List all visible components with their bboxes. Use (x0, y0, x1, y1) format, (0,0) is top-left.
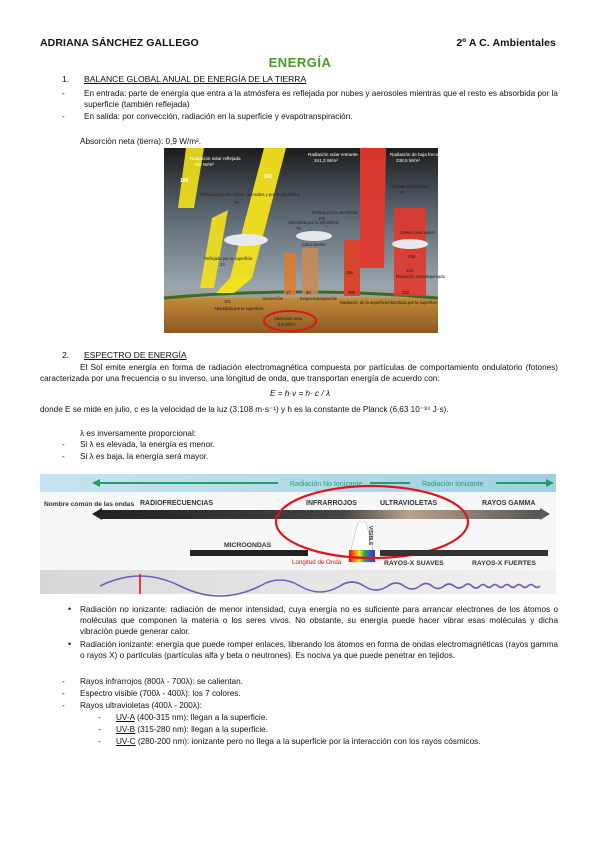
cloud (296, 231, 332, 241)
rays-list (62, 676, 562, 747)
list-item (68, 604, 558, 637)
page-title: ENERGÍA (268, 55, 332, 70)
list-item (62, 688, 562, 699)
net-absorption-text: Absorción neta (tierra): 0,9 W/m². (80, 137, 202, 146)
cloud (224, 234, 268, 246)
list-item (62, 111, 558, 122)
list-item (62, 700, 562, 711)
cloud (392, 239, 428, 249)
bottom-value: 333 (402, 290, 409, 295)
infrared-label: INFRARROJOS (306, 500, 357, 507)
microwave-label: MICROONDAS (224, 542, 272, 549)
latent-heat-bar (302, 248, 318, 295)
emitted-atm-value: 169 (318, 216, 325, 221)
uv-text: (400-315 nm): llegan a la superficie. (134, 713, 268, 722)
incoming-value: 341,3 W/m² (314, 158, 338, 163)
energy-balance-diagram (164, 148, 467, 333)
wave-band (102, 510, 540, 519)
dash-marker: - (62, 440, 65, 449)
dash-marker: - (98, 737, 101, 746)
formula-explanation: donde E se mide en julio, c es la velocidad de la luz (3.108 m·s⁻¹) y h es la constante de Planck (6,63 10⁻³⁴ J·s). (40, 405, 449, 414)
convection-bar (284, 253, 296, 295)
dash-marker: - (98, 725, 101, 734)
inverse-title: λ es inversamente proporcional: (80, 429, 197, 438)
mid-value: 356 (346, 270, 353, 275)
bottom-value: 396 (348, 290, 355, 295)
soft-xray-label: RAYOS-X SUAVES (384, 560, 444, 567)
list-item-text: Si λ es baja, la energía será mayor. (80, 452, 209, 461)
radiation-bullets (68, 604, 558, 661)
wave-strip (40, 570, 556, 594)
list-item-text: En entrada: parte de energía que entra a la atmósfera es reflejada por nubes y aerosoles mientras que el resto es absorbida por la superficie (también reflejada) (84, 89, 558, 109)
section-2-intro: El Sol emite energía en forma de radiación electromagnética compuesta por partículas de comportamiento ondulatorio (fotones) caracterizada por una frecuencia o su inverso, una longitud de onda, que transportan energía de acuerdo con: (40, 363, 558, 383)
emitted-atm-label: Emitida por la atmósfera (312, 210, 358, 215)
net-absorption-value: 0,9 W/m² (278, 322, 295, 327)
microwave-band (190, 550, 308, 556)
uv-item (62, 712, 562, 723)
window-value: 40 (400, 190, 405, 195)
visible-label: VISIBLE (367, 526, 373, 546)
incoming-label: Radiación solar entrante (308, 152, 358, 157)
list-item-text: Radiación no ionizante: radiación de menor intensidad, cuya energía no es suficiente para arrancar electrones de los átomos o moléculas que componen la materia o los seres vivos. No obstante, su energía puede hacer vibrar esas moléculas y dicha vibración puede generar calor. (80, 605, 558, 636)
list-item-text: Rayos infrarrojos (800λ - 700λ): se calientan. (80, 677, 243, 686)
uv-item (62, 736, 562, 747)
uv-text: (315-280 nm): llegan a la superficie. (135, 725, 269, 734)
absorbed-atm-value: 78 (296, 226, 301, 231)
ultraviolet-label: ULTRAVIOLETAS (380, 500, 438, 507)
section-2-number: 2. (62, 350, 70, 360)
section-1-number: 1. (62, 74, 70, 84)
incoming-beam-value: 341 (264, 174, 273, 180)
list-item (62, 439, 462, 450)
bottom-label: Absorbida por la superficie (214, 306, 264, 311)
list-item (62, 88, 558, 110)
surface-reflected-value: 23 (220, 262, 225, 267)
dash-marker: - (62, 701, 65, 710)
clouds-reflected-label: Reflejada por las nubes, aerosoles y por la atmósfera (200, 192, 300, 197)
bottom-label: Absorbida por la superficie (388, 300, 438, 305)
list-item-text: Si λ es elevada, la energía es menor. (80, 440, 215, 449)
xray-band (380, 550, 548, 556)
author-name: ADRIANA SÁNCHEZ GALLEGO (40, 37, 199, 49)
wavelength-label: Longitud de Onda (292, 559, 342, 566)
bottom-label: Radiación de la superficie (340, 300, 388, 305)
inverse-list (62, 439, 462, 462)
list-item (62, 451, 462, 462)
course-name: 2º A C. Ambientales (456, 37, 556, 49)
mid-value: 239 (408, 254, 415, 259)
dash-marker: - (62, 689, 65, 698)
window-label: Ventana atmosférica (390, 184, 429, 189)
outgoing-label: Radiación de baja frecuencia saliente (390, 152, 467, 157)
bullet-marker: • (68, 639, 72, 649)
reflected-value: 100 W/m² (194, 162, 214, 167)
radiofrequency-label: RADIOFRECUENCIAS (140, 500, 214, 507)
greenhouse-label: Gases invernadero (400, 230, 436, 235)
absorbed-atm-label: Absorbida por la atmósfera (288, 220, 339, 225)
dash-marker: - (62, 452, 65, 461)
list-item (68, 639, 558, 661)
section-1-title: BALANCE GLOBAL ANUAL DE ENERGÍA DE LA TIERRA (84, 74, 307, 84)
list-item-text: Radiación ionizante: energía que puede romper enlaces, liberando los átomos en forma de ondas electromagnéticas (rayos gamma o rayos X) o partículas (partículas alfa y beta o neutrones). Es nociva ya que puede penetrar en tejidos. (80, 640, 558, 660)
section-2-title: ESPECTRO DE ENERGÍA (84, 350, 187, 360)
list-item-text: Rayos ultravioletas (400λ - 200λ): (80, 701, 202, 710)
back-radiation-value: 333 (406, 268, 413, 273)
section-1-list (62, 88, 558, 122)
outgoing-value: 238,5 W/m² (396, 158, 420, 163)
common-name-label: Nombre común de las ondas (44, 501, 135, 508)
latent-heat-label: Calor latente (302, 242, 326, 247)
list-item (62, 676, 562, 687)
bottom-label: Evapo-transpiración (300, 296, 338, 301)
uv-item (62, 724, 562, 735)
bullet-marker: • (68, 604, 72, 614)
uv-name: UV-B (116, 725, 136, 734)
outgoing-longwave-beam (360, 148, 386, 268)
non-ionizing-label: Radiación No Ionizante (290, 481, 363, 488)
visible-rainbow (349, 550, 375, 562)
uv-name: UV-A (116, 713, 135, 722)
energy-formula: E = h·ν = h· c / λ (270, 389, 330, 398)
dash-marker: - (62, 89, 65, 98)
reflected-label: Radiación solar reflejada (190, 156, 241, 161)
uv-text: (280-200 nm): ionizante pero no llega a la superficie por la interacción con los rayos cósmicos. (135, 737, 481, 746)
section-2-heading (62, 350, 187, 360)
bottom-value: 17 (286, 290, 291, 295)
dash-marker: - (98, 713, 101, 722)
gamma-label: RAYOS GAMMA (482, 500, 536, 507)
hard-xray-label: RAYOS-X FUERTES (472, 560, 536, 567)
clouds-value: 79 (234, 200, 239, 205)
reflected-beam-value: 100 (180, 178, 189, 184)
bottom-value: 80 (306, 290, 311, 295)
back-radiation-label: Radiación retrodispersada (396, 274, 445, 279)
bottom-value: 161 (224, 299, 231, 304)
ionizing-label: Radiación Ionizante (422, 481, 484, 488)
back-radiation-beam (394, 208, 426, 296)
bottom-label: convección (262, 296, 283, 301)
list-item-text: Espectro visible (700λ - 400λ): los 7 colores. (80, 689, 241, 698)
spectrum-diagram (40, 474, 556, 594)
surface-radiation-beam (344, 240, 360, 296)
dash-marker: - (62, 677, 65, 686)
section-1-heading (62, 74, 306, 84)
uv-name: UV-C (116, 737, 136, 746)
surface-reflected-label: Reflejada por la superficie (204, 256, 253, 261)
net-absorption-label: Absorción neta (274, 316, 302, 321)
list-item-text: En salida: por convección, radiación en la superficie y evapotranspiración. (84, 112, 353, 121)
dash-marker: - (62, 112, 65, 121)
